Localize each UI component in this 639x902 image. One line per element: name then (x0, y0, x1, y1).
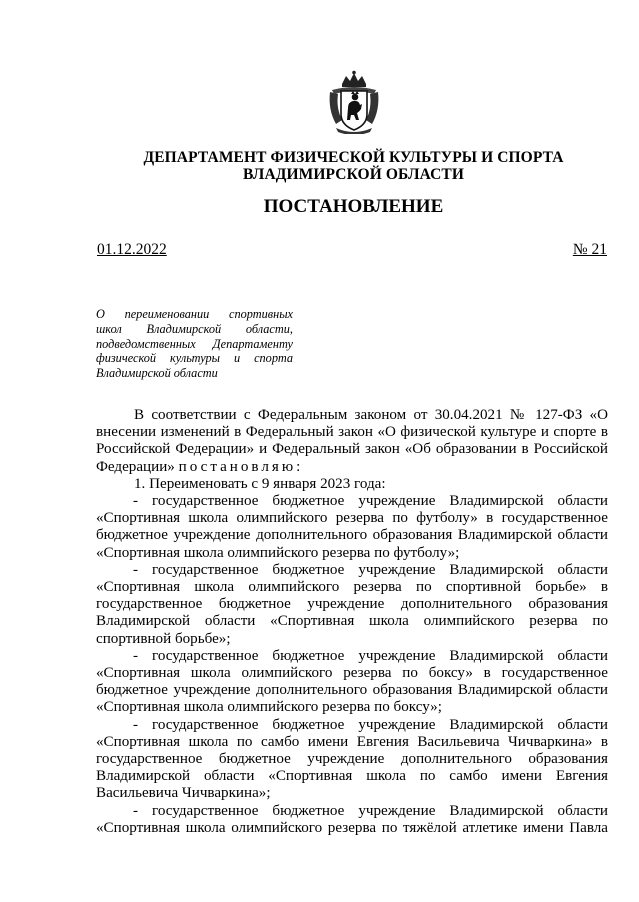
list-item-line: - государственное бюджетное учреждение Владимирской области (133, 493, 608, 510)
document-number: № 21 (572, 241, 607, 258)
preamble-line: внесении изменений в Федеральный закон «О физической культуре и спорте в (96, 424, 608, 441)
list-item-line: государственное бюджетное учреждение дополнительного образования (96, 751, 608, 768)
organization-line-1: ДЕПАРТАМЕНТ ФИЗИЧЕСКОЙ КУЛЬТУРЫ И СПОРТА (143, 149, 564, 166)
subject-line: школ Владимирской области, (96, 321, 293, 336)
subject-line: Владимирской области (96, 366, 218, 381)
organization-name (0, 149, 639, 183)
list-item-line: - государственное бюджетное учреждение Владимирской области (133, 647, 608, 664)
subject-line: подведомственных Департаменту (96, 336, 293, 351)
preamble-line: Федерации» (96, 458, 175, 475)
list-item-line: «Спортивная школа олимпийского резерва по спортивной борьбе» в (96, 579, 608, 596)
document-body (96, 407, 608, 837)
list-item-line: «Спортивная школа олимпийского резерва по боксу»; (96, 699, 442, 716)
subject-line: О переименовании спортивных (96, 307, 293, 321)
preamble-line: В соответствии с Федеральным законом от 30.04.2021 № 127-ФЗ «О (134, 407, 608, 423)
list-item-line: «Спортивная школа олимпийского резерва по футболу»; (96, 544, 460, 561)
list-item-line: - государственное бюджетное учреждение Владимирской области (133, 802, 608, 819)
document-subject (96, 307, 293, 381)
list-item-line: «Спортивная школа олимпийского резерва по футболу» в государственное (96, 510, 608, 527)
list-item-line: «Спортивная школа олимпийского резерва по тяжёлой атлетике имени Павла (96, 819, 608, 836)
preamble-last-line (96, 459, 608, 476)
subject-line: физической культуры и спорта (96, 351, 293, 366)
list-item-line: Васильевича Чичваркина»; (96, 785, 271, 802)
preamble-line: Российской Федерации» и Федеральный закон «Об образовании в Российской (96, 441, 608, 458)
coat-of-arms-icon (326, 70, 382, 134)
document-date: 01.12.2022 (97, 241, 167, 258)
list-item-line: - государственное бюджетное учреждение Владимирской области (133, 561, 608, 578)
list-item-line: Владимирской области «Спортивная школа олимпийского резерва по (96, 613, 608, 630)
list-item-line: спортивной борьбе»; (96, 630, 231, 647)
document-type-title: ПОСТАНОВЛЕНИЕ (263, 196, 444, 217)
list-item-line: бюджетное учреждение дополнительного образования Владимирской области (96, 527, 608, 544)
list-item-line: «Спортивная школа по самбо имени Евгения Васильевича Чичваркина» в (96, 733, 608, 750)
list-item-line: «Спортивная школа олимпийского резерва по боксу» в государственное (96, 665, 608, 682)
list-item-line: государственное бюджетное учреждение дополнительного образования (96, 596, 608, 613)
organization-line-2: ВЛАДИМИРСКОЙ ОБЛАСТИ (242, 166, 465, 183)
decree-word: постановляю: (178, 458, 304, 475)
list-item-line: Владимирской области «Спортивная школа по самбо имени Евгения (96, 768, 608, 785)
item-heading: 1. Переименовать с 9 января 2023 года: (134, 475, 386, 492)
list-item-line: - государственное бюджетное учреждение Владимирской области (133, 716, 608, 733)
list-item-line: бюджетное учреждение дополнительного образования Владимирской области (96, 682, 608, 699)
